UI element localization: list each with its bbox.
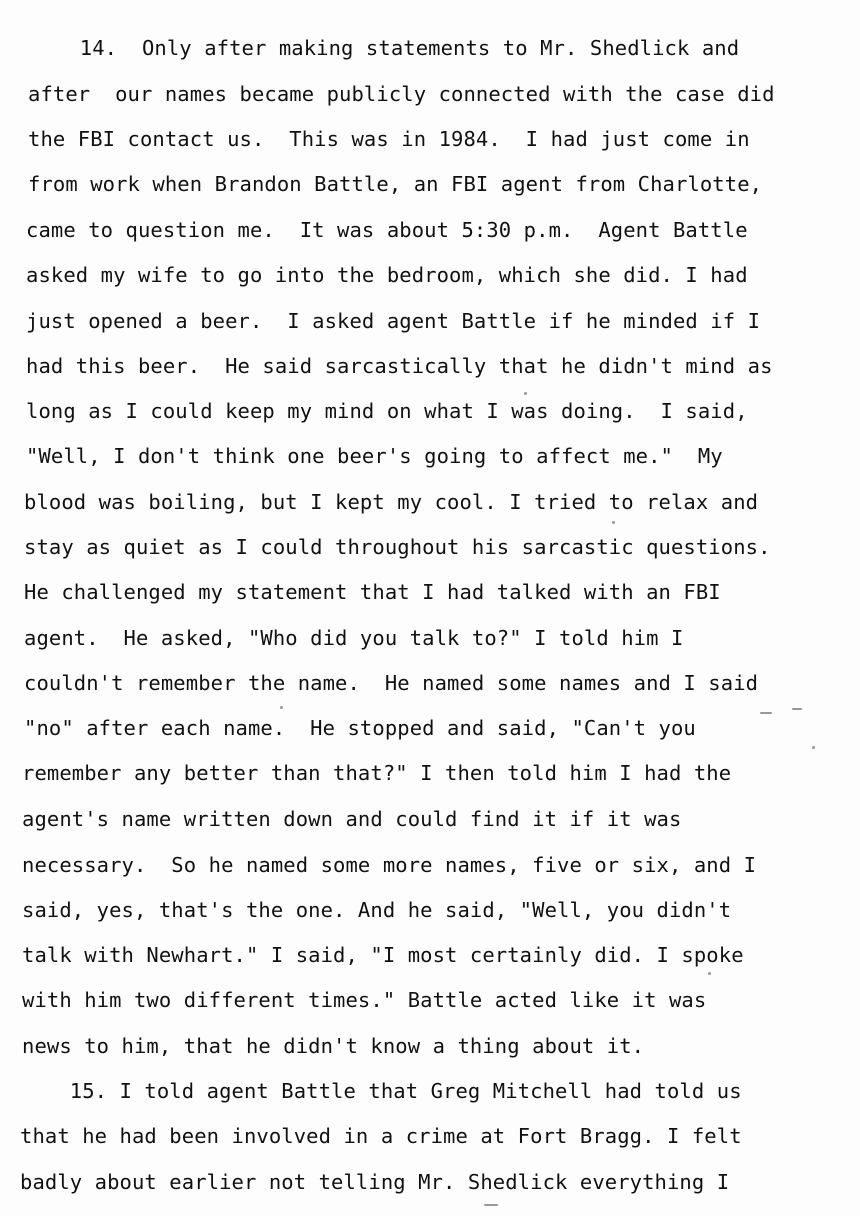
scan-speck: [484, 1204, 498, 1206]
text-line: the FBI contact us. This was in 1984. I had just come in: [28, 127, 750, 151]
text-line: "Well, I don't think one beer's going to affect me." My: [26, 444, 723, 468]
text-line: badly about earlier not telling Mr. Shedlick everything I: [20, 1170, 730, 1194]
text-line: with him two different times." Battle acted like it was: [22, 988, 707, 1012]
text-line: necessary. So he named some more names, five or six, and I: [22, 853, 757, 877]
text-line: that he had been involved in a crime at Fort Bragg. I felt: [20, 1124, 742, 1148]
text-line: from work when Brandon Battle, an FBI agent from Charlotte,: [28, 172, 763, 196]
scan-speck: [612, 521, 615, 524]
text-line: He challenged my statement that I had talked with an FBI: [24, 580, 721, 604]
text-line: after our names became publicly connected with the case did: [28, 82, 775, 106]
text-line: "no" after each name. He stopped and said, "Can't you: [24, 716, 696, 740]
text-line: agent. He asked, "Who did you talk to?" I told him I: [24, 626, 684, 650]
scan-speck: [524, 392, 527, 395]
text-line: 15. I told agent Battle that Greg Mitchell had told us: [20, 1079, 742, 1103]
scan-speck: [760, 712, 772, 714]
text-line: long as I could keep my mind on what I was doing. I said,: [26, 399, 748, 423]
text-line: blood was boiling, but I kept my cool. I tried to relax and: [24, 490, 759, 514]
text-line: couldn't remember the name. He named some names and I said: [24, 671, 759, 695]
text-line: said, yes, that's the one. And he said, "Well, you didn't: [22, 898, 732, 922]
scan-speck: [708, 972, 711, 975]
text-line: stay as quiet as I could throughout his sarcastic questions.: [24, 535, 771, 559]
text-line: 14. Only after making statements to Mr. Shedlick and: [30, 36, 740, 60]
text-line: agent's name written down and could find it if it was: [22, 807, 682, 831]
text-line: remember any better than that?" I then told him I had the: [22, 761, 732, 785]
text-line: asked my wife to go into the bedroom, which she did. I had: [26, 263, 748, 287]
scan-speck: [280, 706, 283, 709]
text-line: came to question me. It was about 5:30 p.m. Agent Battle: [26, 218, 748, 242]
text-line: just opened a beer. I asked agent Battle if he minded if I: [26, 309, 761, 333]
scan-speck: [812, 746, 815, 749]
text-line: news to him, that he didn't know a thing about it.: [22, 1034, 645, 1058]
text-line: talk with Newhart." I said, "I most certainly did. I spoke: [22, 943, 744, 967]
scan-speck: [792, 708, 802, 710]
text-line: had this beer. He said sarcastically that he didn't mind as: [26, 354, 773, 378]
